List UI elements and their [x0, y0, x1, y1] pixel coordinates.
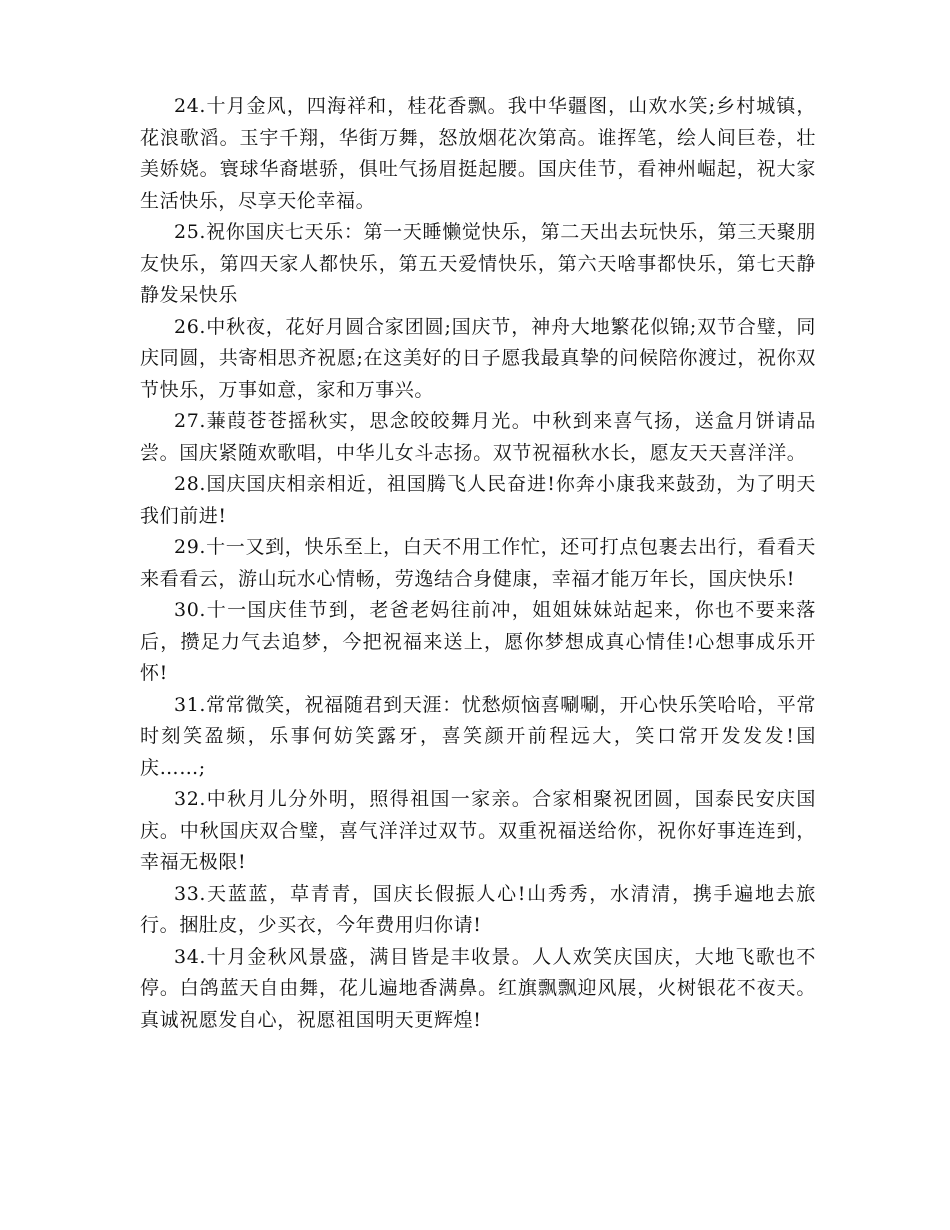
paragraph-30: 30.十一国庆佳节到，老爸老妈往前冲，姐姐妹妹站起来，你也不要来落后，攒足力气去追梦，今把祝福来送上，愿你梦想成真心情佳!心想事成乐开怀!: [140, 599, 816, 684]
document-body: [140, 91, 816, 1036]
paragraph-34: 34.十月金秋风景盛，满目皆是丰收景。人人欢笑庆国庆，大地飞歌也不停。白鸽蓝天自由舞，花儿遍地香满鼻。红旗飘飘迎风展，火树银花不夜天。真诚祝愿发自心，祝愿祖国明天更辉煌!: [140, 945, 816, 1031]
paragraph-28: 28.国庆国庆相亲相近，祖国腾飞人民奋进!你奔小康我来鼓劲，为了明天我们前进!: [140, 473, 816, 527]
paragraph-27: 27.蒹葭苍苍摇秋实，思念皎皎舞月光。中秋到来喜气扬，送盒月饼请品尝。国庆紧随欢歌唱，中华儿女斗志扬。双节祝福秋水长，愿友天天喜洋洋。: [140, 410, 816, 464]
paragraph-31: 31.常常微笑，祝福随君到天涯：忧愁烦恼喜唰唰，开心快乐笑哈哈，平常时刻笑盈频，乐事何妨笑露牙，喜笑颜开前程远大，笑口常开发发发!国庆……;: [140, 693, 816, 779]
paragraph-32: 32.中秋月儿分外明，照得祖国一家亲。合家相聚祝团圆，国泰民安庆国庆。中秋国庆双合璧，喜气洋洋过双节。双重祝福送给你，祝你好事连连到，幸福无极限!: [140, 788, 816, 873]
paragraph-29: 29.十一又到，快乐至上，白天不用工作忙，还可打点包裹去出行，看看天来看看云，游山玩水心情畅，劳逸结合身健康，幸福才能万年长，国庆快乐!: [140, 536, 816, 590]
paragraph-26: 26.中秋夜，花好月圆合家团圆;国庆节，神舟大地繁花似锦;双节合璧，同庆同圆，共寄相思齐祝愿;在这美好的日子愿我最真挚的问候陪你渡过，祝你双节快乐，万事如意，家和万事兴。: [140, 315, 816, 401]
paragraph-24: 24.十月金风，四海祥和，桂花香飘。我中华疆图，山欢水笑;乡村城镇，花浪歌滔。玉宇千翔，华街万舞，怒放烟花次第高。谁挥笔，绘人间巨卷，壮美娇娆。寰球华裔堪骄，俱吐气扬眉挺起腰。国庆佳节，看神州崛起，祝大家生活快乐，尽享天伦幸福。: [140, 95, 816, 212]
paragraph-33: 33.天蓝蓝，草青青，国庆长假振人心!山秀秀，水清清，携手遍地去旅行。捆肚皮，少买衣，今年费用归你请!: [140, 882, 816, 936]
paragraph-25: 25.祝你国庆七天乐：第一天睡懒觉快乐，第二天出去玩快乐，第三天聚朋友快乐，第四天家人都快乐，第五天爱情快乐，第六天啥事都快乐，第七天静静发呆快乐: [140, 221, 816, 306]
